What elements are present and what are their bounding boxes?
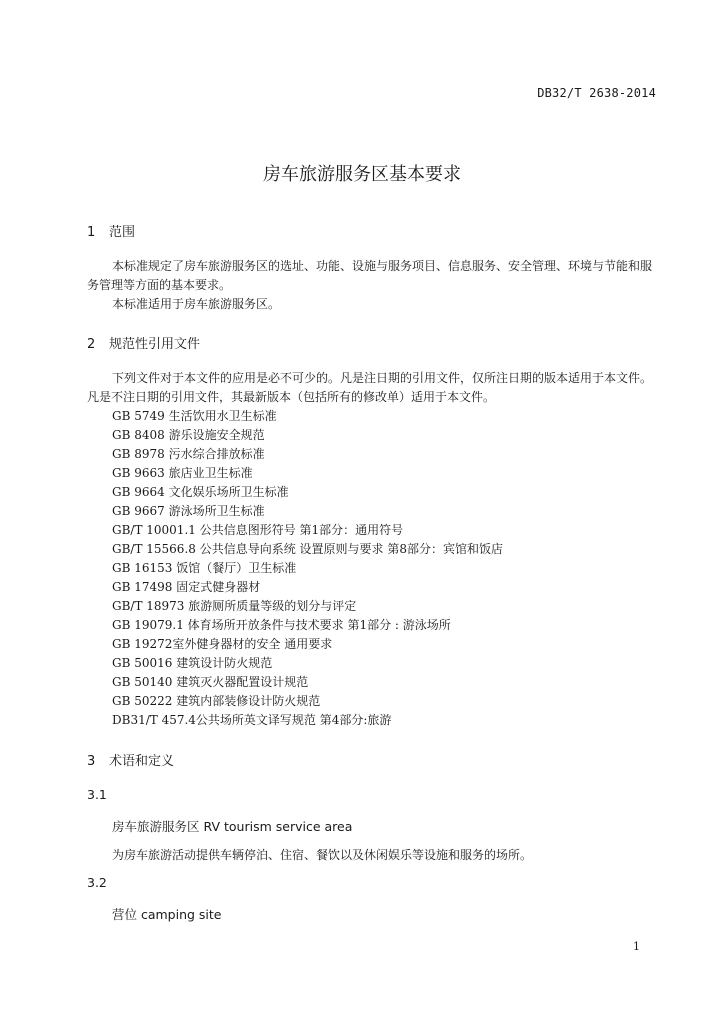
section-title: 范围 bbox=[109, 225, 136, 240]
page-number: 1 bbox=[633, 940, 640, 953]
reference-item: GB/T 15566.8 公共信息导向系统 设置原则与要求 第8部分：宾馆和饭店 bbox=[112, 542, 503, 556]
section-number: 2 bbox=[87, 337, 96, 352]
reference-item: GB 9667 游泳场所卫生标准 bbox=[112, 504, 265, 518]
term-name: 房车旅游服务区 RV tourism service area bbox=[112, 819, 353, 834]
reference-item: GB 8978 污水综合排放标准 bbox=[112, 447, 265, 461]
reference-item: GB/T 18973 旅游厕所质量等级的划分与评定 bbox=[112, 599, 357, 613]
term-number: 3.1 bbox=[87, 787, 107, 802]
section-heading-scope bbox=[87, 221, 135, 240]
reference-item: GB 5749 生活饮用水卫生标准 bbox=[112, 409, 277, 423]
reference-item: GB 19079.1 体育场所开放条件与技术要求 第1部分 : 游泳场所 bbox=[112, 618, 451, 632]
page-title: 房车旅游服务区基本要求 bbox=[263, 164, 461, 185]
reference-item: DB31/T 457.4公共场所英文译写规范 第4部分:旅游 bbox=[112, 713, 392, 727]
reference-item: GB 17498 固定式健身器材 bbox=[112, 580, 261, 594]
references-intro bbox=[87, 369, 657, 407]
reference-item: GB 19272室外健身器材的安全 通用要求 bbox=[112, 637, 333, 651]
scope-text-1: 本标准规定了房车旅游服务区的选址、功能、设施与服务项目、信息服务、安全管理、环境与节能和服务管理等方面的基本要求。 bbox=[87, 259, 653, 292]
section-number: 3 bbox=[87, 754, 96, 769]
scope-text-2: 本标准适用于房车旅游服务区。 bbox=[112, 297, 281, 311]
section-heading-terms bbox=[87, 750, 174, 769]
term-name: 营位 camping site bbox=[112, 907, 222, 922]
term-number: 3.2 bbox=[87, 875, 107, 890]
reference-item: GB 9663 旅店业卫生标准 bbox=[112, 466, 253, 480]
term-definition: 为房车旅游活动提供车辆停泊、住宿、餐饮以及休闲娱乐等设施和服务的场所。 bbox=[112, 848, 533, 862]
reference-item: GB 50016 建筑设计防火规范 bbox=[112, 656, 273, 670]
reference-item: GB 50140 建筑灭火器配置设计规范 bbox=[112, 675, 309, 689]
section-heading-normative-references bbox=[87, 333, 200, 352]
reference-item: GB 9664 文化娱乐场所卫生标准 bbox=[112, 485, 289, 499]
reference-item: GB 8408 游乐设施安全规范 bbox=[112, 428, 265, 442]
section-title: 规范性引用文件 bbox=[109, 337, 201, 352]
reference-item: GB/T 10001.1 公共信息图形符号 第1部分：通用符号 bbox=[112, 523, 404, 537]
reference-item: GB 50222 建筑内部装修设计防火规范 bbox=[112, 694, 321, 708]
scope-paragraph bbox=[87, 257, 657, 314]
section-number: 1 bbox=[87, 225, 96, 240]
references-intro-text: 下列文件对于本文件的应用是必不可少的。凡是注日期的引用文件，仅所注日期的版本适用于本文件。凡是不注日期的引用文件，其最新版本（包括所有的修改单）适用于本文件。 bbox=[87, 371, 653, 404]
document-code: DB32/T 2638-2014 bbox=[537, 86, 656, 100]
reference-item: GB 16153 饭馆（餐厅）卫生标准 bbox=[112, 561, 297, 575]
section-title: 术语和定义 bbox=[109, 754, 175, 769]
